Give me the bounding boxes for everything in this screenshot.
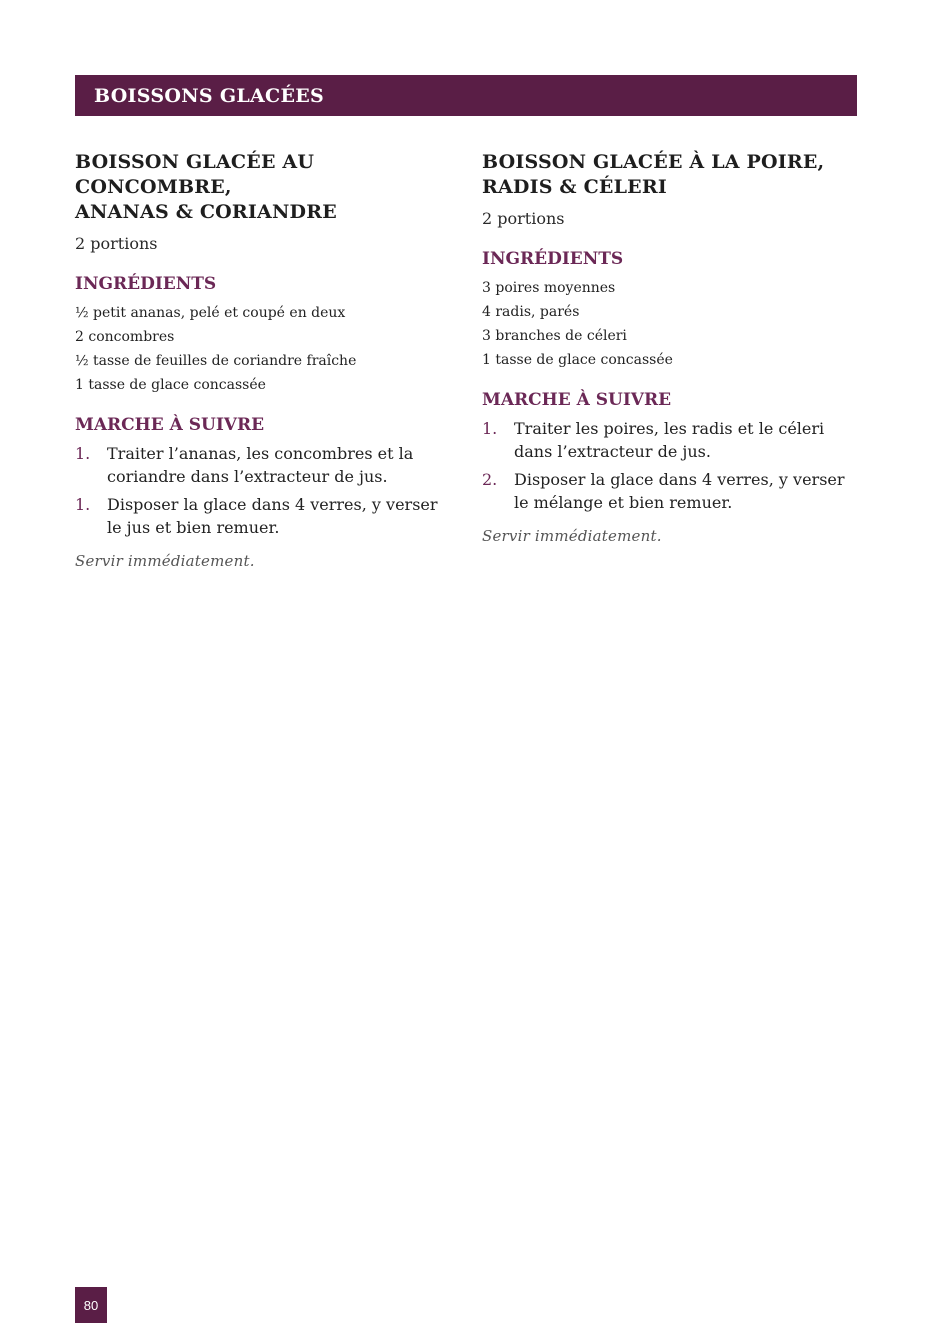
ingredient-list <box>482 276 862 372</box>
step-number: 1. <box>75 444 91 463</box>
steps-heading: MARCHE À SUIVRE <box>75 415 265 435</box>
ingredient-item: 1 tasse de glace concassée <box>75 377 266 393</box>
recipe-portions: 2 portions <box>482 209 565 228</box>
recipe-cucumber-pineapple <box>75 150 455 572</box>
section-title: BOISSONS GLACÉES <box>94 84 325 107</box>
ingredient-item: 2 concombres <box>75 329 175 345</box>
step-number: 2. <box>482 470 498 489</box>
step-text: Disposer la glace dans 4 verres, y verser le mélange et bien remuer. <box>514 470 845 512</box>
step-number: 1. <box>482 419 498 438</box>
step-text: Traiter l’ananas, les concombres et la coriandre dans l’extracteur de jus. <box>107 444 414 486</box>
step-text: Disposer la glace dans 4 verres, y verser le jus et bien remuer. <box>107 495 438 537</box>
step-item <box>75 493 455 539</box>
ingredient-item: 3 branches de céleri <box>482 328 627 344</box>
ingredients-heading: INGRÉDIENTS <box>75 274 217 294</box>
step-text: Traiter les poires, les radis et le céleri dans l’extracteur de jus. <box>514 419 825 461</box>
page-number: 80 <box>75 1287 107 1323</box>
serving-note: Servir immédiatement. <box>75 552 255 570</box>
recipe-title-line-2: ANANAS & CORIANDRE <box>75 201 337 223</box>
recipe-portions: 2 portions <box>75 234 158 253</box>
recipe-pear-radish <box>482 150 862 547</box>
recipe-title <box>482 150 862 200</box>
ingredient-item: ½ petit ananas, pelé et coupé en deux <box>75 305 346 321</box>
ingredient-list <box>75 301 455 397</box>
step-item <box>482 468 862 514</box>
recipe-title <box>75 150 455 225</box>
section-banner <box>75 75 857 116</box>
step-item <box>482 417 862 463</box>
ingredient-item: 4 radis, parés <box>482 304 580 320</box>
steps-heading: MARCHE À SUIVRE <box>482 390 672 410</box>
ingredients-heading: INGRÉDIENTS <box>482 249 624 269</box>
step-list <box>75 442 455 539</box>
ingredient-item: 1 tasse de glace concassée <box>482 352 673 368</box>
recipe-title-line-1: BOISSON GLACÉE À LA POIRE, <box>482 151 825 173</box>
ingredient-item: ½ tasse de feuilles de coriandre fraîche <box>75 353 357 369</box>
step-list <box>482 417 862 514</box>
ingredient-item: 3 poires moyennes <box>482 280 616 296</box>
recipe-title-line-2: RADIS & CÉLERI <box>482 176 667 198</box>
serving-note: Servir immédiatement. <box>482 527 662 545</box>
recipe-title-line-1: BOISSON GLACÉE AU CONCOMBRE, <box>75 151 315 198</box>
step-item <box>75 442 455 488</box>
step-number: 1. <box>75 495 91 514</box>
